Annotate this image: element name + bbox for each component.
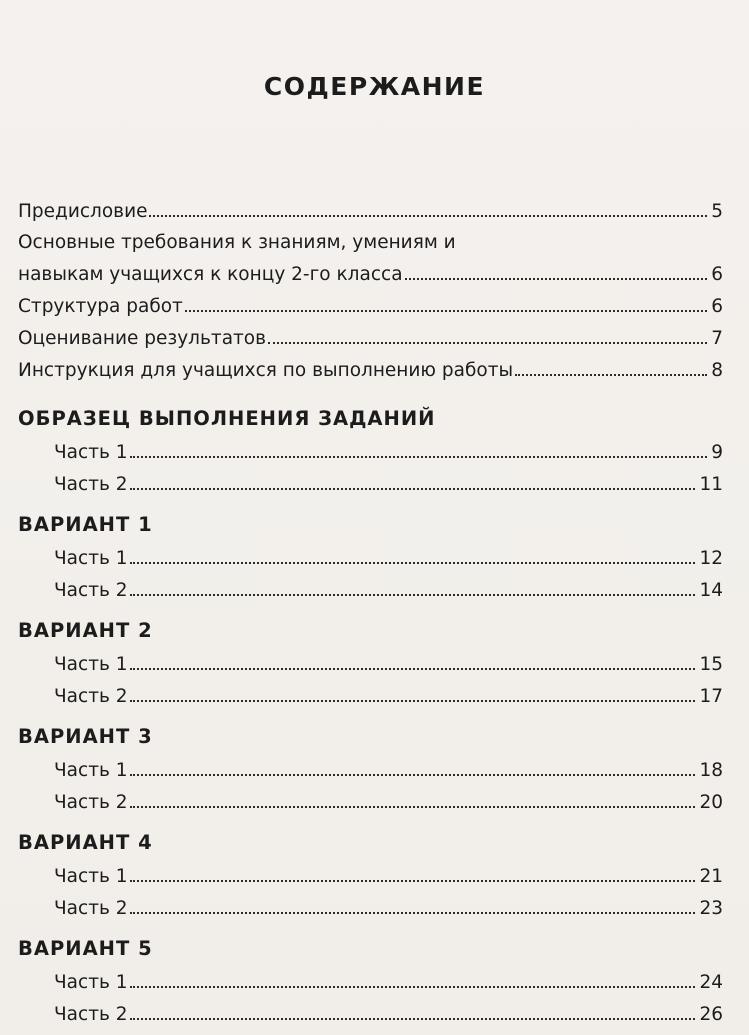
toc-page-number: 5 [711, 200, 723, 222]
toc-entry-label: Часть 2 [54, 473, 128, 495]
dot-leader [130, 561, 696, 564]
toc-entry-label-continued: навыкам учащихся к концу 2-го класса [18, 263, 403, 285]
toc-entry-label: Часть 2 [54, 685, 128, 707]
toc-entry-evaluation[interactable] [18, 316, 723, 348]
dot-leader [130, 805, 696, 808]
toc-entry-instructions[interactable] [18, 348, 723, 380]
dot-leader [515, 373, 707, 376]
toc-entry-structure[interactable] [18, 284, 723, 316]
dot-leader [130, 455, 708, 458]
table-of-contents [18, 189, 723, 1024]
toc-entry-label: Часть 1 [54, 441, 128, 463]
toc-page-number: 6 [711, 263, 723, 285]
toc-page-number: 23 [699, 897, 723, 919]
toc-entry-variant3-part2[interactable] [18, 780, 723, 812]
section-heading-variant-2: ВАРИАНТ 2 [18, 619, 153, 642]
toc-entry-variant1-part1[interactable] [18, 536, 723, 568]
toc-page-number: 21 [699, 865, 723, 887]
toc-entry-label: Часть 1 [54, 653, 128, 675]
toc-entry-sample-part2[interactable] [18, 462, 723, 494]
section-heading-variant-3: ВАРИАНТ 3 [18, 725, 153, 748]
toc-entry-label: Основные требования к знаниям, умениям и [18, 231, 456, 253]
page-title: СОДЕРЖАНИЕ [263, 72, 486, 101]
toc-entry-variant3-part1[interactable] [18, 748, 723, 780]
toc-page-number: 20 [699, 791, 723, 813]
dot-leader [130, 593, 696, 596]
toc-entry-variant4-part2[interactable] [18, 886, 723, 918]
toc-entry-requirements-line2[interactable] [18, 252, 723, 284]
toc-entry-preface[interactable] [18, 189, 723, 221]
toc-entry-label: Инструкция для учащихся по выполнению работы [18, 359, 514, 381]
dot-leader [130, 773, 696, 776]
toc-entry-label: Часть 1 [54, 865, 128, 887]
dot-leader [130, 1017, 696, 1020]
toc-entry-label: Структура работ [18, 295, 183, 317]
toc-entry-variant2-part1[interactable] [18, 642, 723, 674]
toc-page-number: 12 [699, 547, 723, 569]
toc-page-number: 17 [699, 685, 723, 707]
toc-entry-variant1-part2[interactable] [18, 568, 723, 600]
dot-leader [130, 699, 696, 702]
toc-page-number: 7 [711, 327, 723, 349]
dot-leader [405, 277, 708, 280]
dot-leader [130, 911, 696, 914]
toc-page-number: 6 [711, 295, 723, 317]
toc-entry-variant2-part2[interactable] [18, 674, 723, 706]
toc-page-number: 24 [699, 971, 723, 993]
toc-entry-label: Часть 2 [54, 791, 128, 813]
section-heading-sample: ОБРАЗЕЦ ВЫПОЛНЕНИЯ ЗАДАНИЙ [18, 407, 436, 430]
section-heading-variant-1: ВАРИАНТ 1 [18, 513, 153, 536]
dot-leader [185, 309, 707, 312]
toc-entry-label: Часть 2 [54, 579, 128, 601]
toc-entry-label: Часть 1 [54, 547, 128, 569]
toc-entry-label: Часть 1 [54, 759, 128, 781]
toc-entry-variant5-part1[interactable] [18, 960, 723, 992]
dot-leader [130, 667, 696, 670]
dot-leader [130, 985, 696, 988]
toc-entry-label: Часть 2 [54, 1003, 128, 1025]
section-heading-variant-5: ВАРИАНТ 5 [18, 937, 153, 960]
toc-entry-requirements-line1[interactable] [18, 221, 723, 252]
toc-entry-variant4-part1[interactable] [18, 854, 723, 886]
dot-leader [149, 214, 707, 217]
toc-entry-label: Часть 2 [54, 897, 128, 919]
dot-leader [130, 487, 696, 490]
toc-page-number: 9 [711, 441, 723, 463]
dot-leader [268, 341, 707, 344]
toc-entry-label: Предисловие [18, 200, 148, 222]
toc-entry-variant5-part2[interactable] [18, 992, 723, 1024]
toc-entry-label: Оценивание результатов [18, 327, 267, 349]
dot-leader [130, 879, 696, 882]
toc-entry-label: Часть 1 [54, 971, 128, 993]
toc-page-number: 26 [699, 1003, 723, 1025]
toc-page-number: 18 [699, 759, 723, 781]
toc-page-number: 8 [711, 359, 723, 381]
section-heading-variant-4: ВАРИАНТ 4 [18, 831, 153, 854]
toc-entry-sample-part1[interactable] [18, 430, 723, 462]
toc-page-number: 15 [699, 653, 723, 675]
toc-page-number: 11 [699, 473, 723, 495]
toc-page-number: 14 [699, 579, 723, 601]
